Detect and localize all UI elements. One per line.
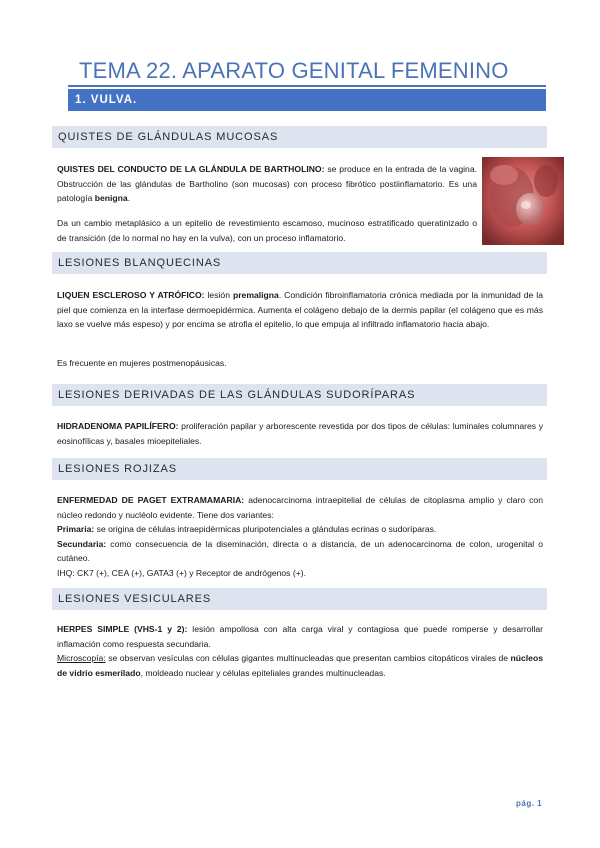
paragraph-metaplasia: Da un cambio metaplásico a un epitelio de revestimiento escamoso, mucinoso estratificado queratinizado o de transición (de lo normal no hay en la vulva), con un proceso inflamatorio. [57,218,477,243]
paragraph-postmenopausicas: Es frecuente en mujeres postmenopáusicas. [57,358,227,368]
subheader-blanquecinas: LESIONES BLANQUECINAS [52,252,547,274]
term-paget: ENFERMEDAD DE PAGET EXTRAMAMARIA: [57,495,245,505]
title-underline [68,85,546,87]
term-liquen: LIQUEN ESCLEROSO Y ATRÓFICO: [57,290,205,300]
term-herpes: HERPES SIMPLE (VHS-1 y 2): [57,624,188,634]
paragraph-hidradenoma: HIDRADENOMA PAPILÍFERO: proliferación papilar y arborescente revestida por dos tipos de células: luminales columnares y eosinofílicas y, basales mioepiteliales. [57,421,544,446]
subheader-vesiculares: LESIONES VESICULARES [52,588,547,610]
subheader-sudoriparas: LESIONES DERIVADAS DE LAS GLÁNDULAS SUDORÍPARAS [52,384,547,406]
subheader-rojizas: LESIONES ROJIZAS [52,458,547,480]
ihq-line: IHQ: CK7 (+), CEA (+), GATA3 (+) y Receptor de andrógenos (+). [57,567,306,578]
page-number: pág. 1 [516,799,543,808]
bartholin-cyst-photo [482,157,564,245]
term-primaria: Primaria: [57,524,95,534]
term-microscopia: Microscopía: [57,653,106,663]
term-secundaria: Secundaria: [57,538,107,549]
term-bartholino: QUISTES DEL CONDUCTO DE LA GLÁNDULA DE BARTHOLINO: [57,164,325,174]
page-title: TEMA 22. APARATO GENITAL FEMENINO [79,58,509,83]
section-heading-vulva: 1. VULVA. [68,89,546,111]
term-hidradenoma: HIDRADENOMA PAPILÍFERO: [57,421,179,431]
paragraph-liquen: LIQUEN ESCLEROSO Y ATRÓFICO: lesión premaligna. Condición fibroinflamatoria crónica mediada por la inmunidad de la piel que comienza en la interfase dermoepidérmica. Aumenta el colágeno debajo de la dermis papilar (el colágeno que es más laxo se vuelve más espeso) y por encima se atrofia el epitelio, lo que empuja al infiltrado inflamatorio hacia abajo. [57,290,543,329]
paragraph-paget: ENFERMEDAD DE PAGET EXTRAMAMARIA: adenocarcinoma intraepitelial de células de citoplasma amplio y claro con núcleo redondo y nucléolo evidente. Tiene dos variantes: Primaria: se origina de células intraepidérmicas pluripotenciales a glándulas ecrinas o sudoríparas. Secundaria: como consecuencia de la diseminación, directa o a distancia, de un adenocarcinoma de colon, urogenital o cutáneo. IHQ: CK7 (+), CEA (+), GATA3 (+) y Receptor de andrógenos (+). [57,493,543,580]
paragraph-herpes: HERPES SIMPLE (VHS-1 y 2): lesión ampollosa con alta carga viral y contagiosa que puede romperse y desarrollar inflamación como respuesta secundaria. Microscopía: se observan vesículas con células gigantes multinucleadas que presentan cambios citopáticos virales de núcleos de vidrio esmerilado, moldeado nuclear y células epiteliales grandes multinucleadas. [57,624,544,678]
subheader-quistes: QUISTES DE GLÁNDULAS MUCOSAS [52,126,547,148]
paragraph-bartholino: QUISTES DEL CONDUCTO DE LA GLÁNDULA DE BARTHOLINO: se produce en la entrada de la vagina. Obstrucción de las glándulas de Bartholino (son mucosas) con proceso fibrótico postiinflamatorio. Es una patología benigna. [57,164,477,203]
